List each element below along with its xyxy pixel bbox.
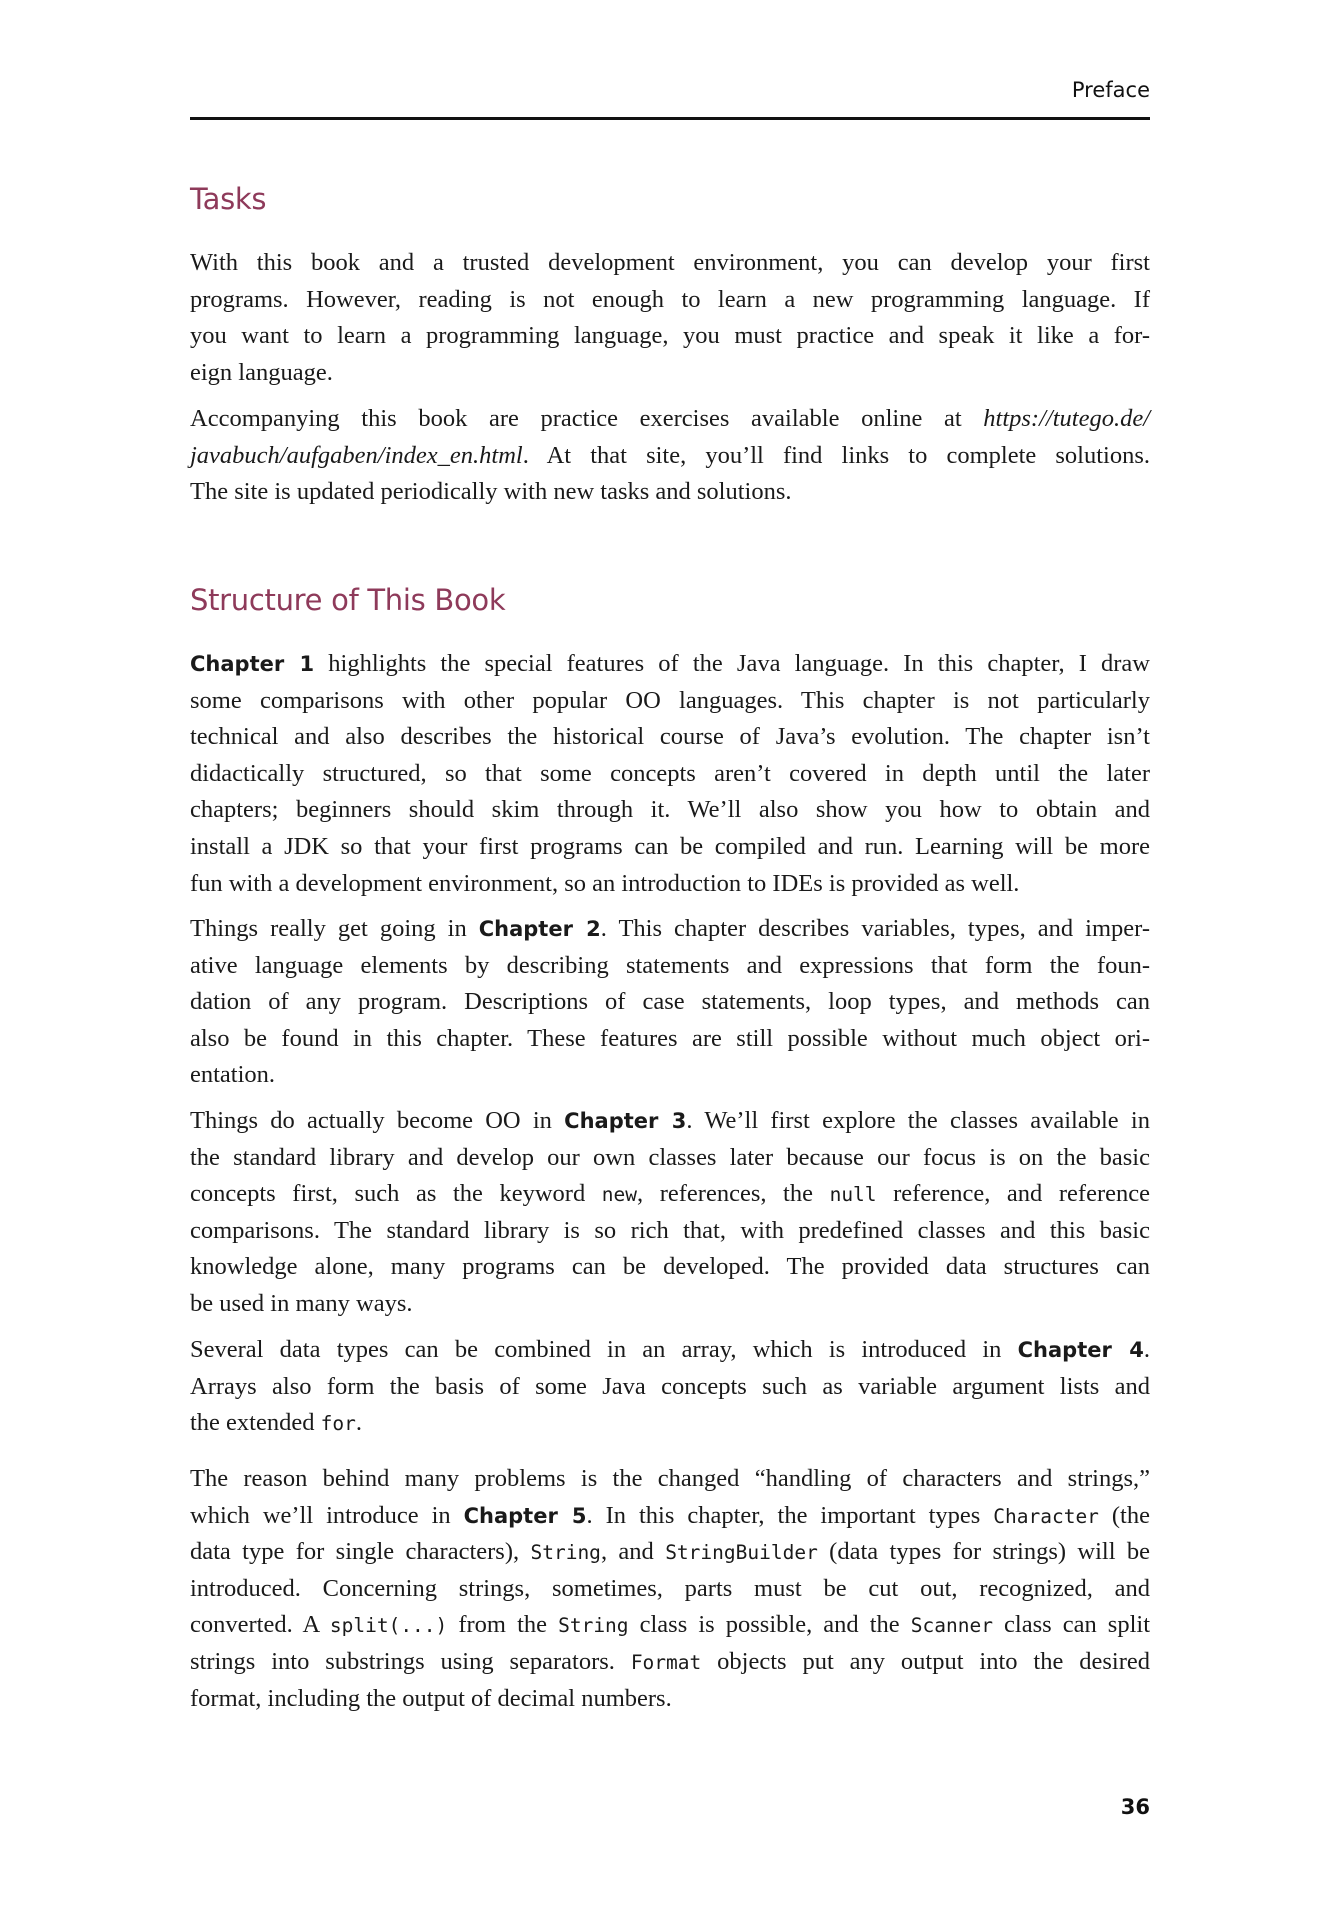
text-line: The site is updated periodically with new tasks and solutions. <box>190 478 792 506</box>
text-line: knowledge alone, many programs can be developed. The provided data structures can <box>190 1253 1150 1281</box>
text-run: . <box>355 1409 362 1437</box>
inline-code: Scanner <box>910 1614 993 1638</box>
text-line: introduced. Concerning strings, sometimes, parts must be cut out, recognized, and <box>190 1574 1150 1602</box>
text-run: concepts first, such as the keyword <box>190 1180 602 1208</box>
text-line <box>190 401 1150 438</box>
text-run: . At that site, you’ll find links to complete solutions. <box>522 441 1150 469</box>
text-line: the standard library and develop our own classes later because our focus is on the basic <box>190 1143 1150 1171</box>
text-line: install a JDK so that your first programs can be compiled and run. Learning will be more <box>190 832 1150 860</box>
text-run: . In this chapter, the important types <box>586 1501 994 1529</box>
inline-code: for <box>320 1412 356 1436</box>
chapter-ref: Chapter 5 <box>463 1503 587 1528</box>
text-run: Accompanying this book are practice exercises available online at <box>190 405 984 432</box>
text-run: from the <box>447 1611 559 1639</box>
text-run: converted. A <box>190 1611 330 1639</box>
inline-code: split(...) <box>329 1614 448 1638</box>
text-run: . <box>1143 1336 1150 1363</box>
chapter-ref: Chapter 4 <box>1017 1338 1144 1362</box>
text-run: which we’ll introduce in <box>190 1501 464 1529</box>
text-run: , references, the <box>637 1180 830 1208</box>
inline-code: String <box>558 1614 629 1638</box>
chapter-1-paragraph <box>190 646 1150 902</box>
inline-code: StringBuilder <box>665 1541 818 1565</box>
text-line: technical and also describes the historical course of Java’s evolution. The chapter isn’t <box>190 723 1150 751</box>
chapter-ref: Chapter 1 <box>190 652 315 676</box>
text-run: . We’ll first explore the classes available in <box>686 1107 1150 1134</box>
exercises-url-part-2[interactable]: javabuch/aufgaben/index_en.html <box>190 441 523 469</box>
text-line <box>190 438 1150 475</box>
chapter-5-paragraph <box>190 1461 1150 1717</box>
text-line <box>190 1103 1150 1140</box>
chapter-ref: Chapter 2 <box>478 917 601 941</box>
text-line <box>190 1534 1150 1571</box>
text-run: data type for single characters), <box>190 1538 531 1566</box>
inline-code: new <box>601 1183 638 1207</box>
text-run: Things really get going in <box>190 915 479 942</box>
text-line: programs. However, reading is not enough to learn a new programming language. If <box>190 285 1150 313</box>
text-line: chapters; beginners should skim through it. We’ll also show you how to obtain and <box>190 796 1150 824</box>
text-line: comparisons. The standard library is so rich that, with predefined classes and this basic <box>190 1216 1150 1244</box>
text-line: format, including the output of decimal numbers. <box>190 1684 672 1712</box>
tasks-paragraph-1 <box>190 245 1150 391</box>
text-line: Arrays also form the basis of some Java concepts such as variable argument lists and <box>190 1372 1150 1400</box>
header-rule <box>190 117 1150 120</box>
tasks-paragraph-2 <box>190 401 1150 511</box>
chapter-2-paragraph <box>190 911 1150 1094</box>
text-line: entation. <box>190 1061 276 1089</box>
inline-code: String <box>530 1541 601 1565</box>
text-run: . This chapter describes variables, types, and imper- <box>600 915 1150 942</box>
text-line: fun with a development environment, so an introduction to IDEs is provided as well. <box>190 869 1020 897</box>
text-line: be used in many ways. <box>190 1289 413 1317</box>
section-tasks <box>190 182 1150 216</box>
text-line: you want to learn a programming language, you must practice and speak it like a for- <box>190 322 1150 350</box>
text-run: Things do actually become OO in <box>190 1107 565 1134</box>
chapter-4-paragraph <box>190 1332 1150 1442</box>
text-line: dation of any program. Descriptions of case statements, loop types, and methods can <box>190 988 1150 1016</box>
text-line <box>190 911 1150 948</box>
text-line: eign language. <box>190 358 333 386</box>
text-line <box>190 1498 1150 1535</box>
section-heading-structure: Structure of This Book <box>190 583 506 617</box>
running-header: Preface <box>1071 78 1150 102</box>
section-heading-tasks: Tasks <box>190 182 267 216</box>
text-line <box>190 1644 1150 1681</box>
text-line: The reason behind many problems is the changed “handling of characters and strings,” <box>190 1465 1150 1492</box>
page-number: 36 <box>1120 1795 1150 1819</box>
text-run: highlights the special features of the Java language. In this chapter, I draw <box>314 650 1150 677</box>
text-run: Several data types can be combined in an array, which is introduced in <box>190 1336 1018 1363</box>
inline-code: null <box>829 1183 877 1207</box>
text-line: also be found in this chapter. These features are still possible without much object ori- <box>190 1024 1150 1052</box>
text-line <box>190 1332 1150 1369</box>
section-structure <box>190 583 1150 617</box>
text-run: , and <box>600 1538 666 1566</box>
text-run: (the <box>1098 1501 1150 1529</box>
inline-code: Character <box>993 1504 1099 1528</box>
text-run: reference, and reference <box>876 1180 1150 1208</box>
text-run: (data types for strings) will be <box>817 1538 1151 1566</box>
chapter-ref: Chapter 3 <box>564 1109 687 1133</box>
text-line <box>190 1607 1150 1644</box>
inline-code: Format <box>630 1650 702 1674</box>
chapter-3-paragraph <box>190 1103 1150 1323</box>
text-line: some comparisons with other popular OO languages. This chapter is not particularly <box>190 686 1150 714</box>
text-run: objects put any output into the desired <box>701 1647 1150 1675</box>
text-line <box>190 1405 1150 1442</box>
text-line <box>190 1176 1150 1213</box>
text-run: the extended <box>190 1409 321 1437</box>
text-line: didactically structured, so that some concepts aren’t covered in depth until the later <box>190 759 1150 787</box>
exercises-url-part-1[interactable]: https://tutego.de/ <box>983 405 1150 432</box>
text-line <box>190 646 1150 683</box>
text-line: With this book and a trusted development environment, you can develop your first <box>190 249 1150 276</box>
text-run: strings into substrings using separators. <box>190 1647 631 1675</box>
text-run: class is possible, and the <box>628 1611 911 1639</box>
text-line: ative language elements by describing statements and expressions that form the foun- <box>190 951 1150 979</box>
text-run: class can split <box>992 1611 1151 1639</box>
